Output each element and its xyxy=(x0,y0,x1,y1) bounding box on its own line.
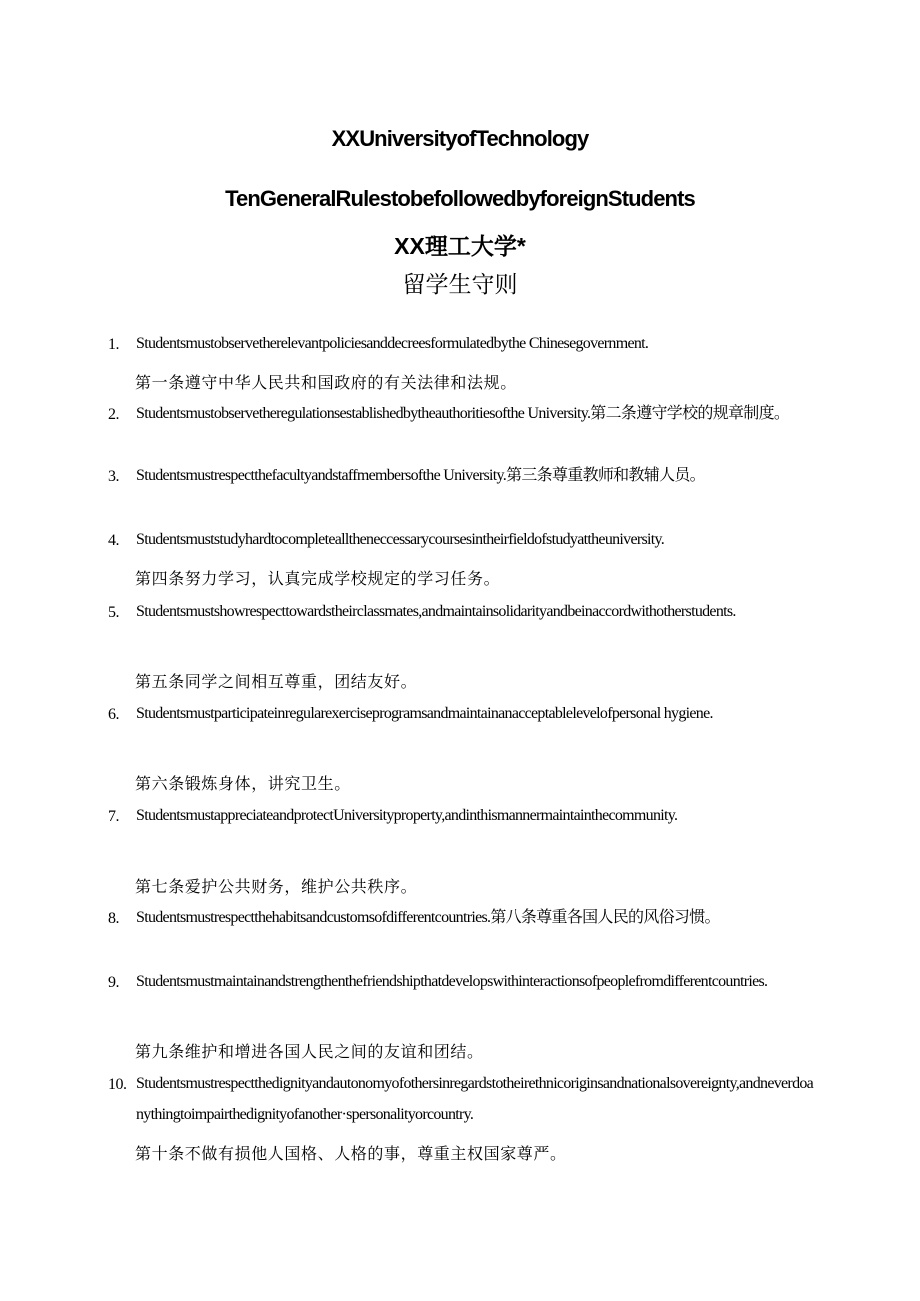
rule-text-english: Studentsmustrespectthehabitsandcustomsofdifferentcountries.第八条尊重各国人民的风俗习惯。 xyxy=(136,909,720,926)
rule-number: 8. xyxy=(108,910,119,927)
rule-text-english: Studentsmustrespectthedignityandautonomyofothersinregardstotheirethnicoriginsandnationalsovereignty,andneverdoanythingtoimpairthedignityofanother·spersonalityorcountry. xyxy=(136,1075,814,1123)
rule-text-chinese: 第一条遵守中华人民共和国政府的有关法律和法规。 xyxy=(135,373,517,392)
rule-text-english: Studentsmustobservetherelevantpoliciesanddecreesformulatedbythe Chinesegovernment. xyxy=(136,335,649,352)
title-chinese-rules: 留学生守则 xyxy=(402,272,518,298)
rule-number: 7. xyxy=(108,808,119,825)
rule-text-chinese: 第四条努力学习，认真完成学校规定的学习任务。 xyxy=(135,569,501,588)
rule-number: 4. xyxy=(108,532,119,549)
rule-text-chinese: 第五条同学之间相互尊重，团结友好。 xyxy=(135,672,418,691)
title-english-rules: TenGeneralRulestobefollowedbyforeignStudents xyxy=(225,186,695,211)
rule-number: 10. xyxy=(108,1076,127,1093)
title-english-university: XXUniversityofTechnology xyxy=(331,126,589,151)
rule-text-english: Studentsmustrespectthefacultyandstaffmembersofthe University.第三条尊重教师和教辅人员。 xyxy=(136,467,705,484)
rule-number: 1. xyxy=(108,336,119,353)
rule-text-chinese: 第九条维护和增进各国人民之间的友谊和团结。 xyxy=(135,1042,484,1061)
rule-number: 3. xyxy=(108,468,119,485)
rule-number: 5. xyxy=(108,604,119,621)
rule-text-english: Studentsmustobservetheregulationsestablishedbytheauthoritiesofthe University.第二条遵守学校的规章制度。 xyxy=(136,405,790,422)
rule-text-chinese: 第七条爱护公共财务，维护公共秩序。 xyxy=(135,877,418,896)
rule-text-english: Studentsmuststudyhardtocompletealltheneccessarycoursesintheirfieldofstudyattheuniversity. xyxy=(136,531,665,548)
rule-text-chinese: 第十条不做有损他人国格、人格的事，尊重主权国家尊严。 xyxy=(135,1144,567,1163)
rule-number: 6. xyxy=(108,706,119,723)
rule-text-chinese: 第六条锻炼身体，讲究卫生。 xyxy=(135,774,351,793)
rule-text-english: Studentsmustparticipateinregularexerciseprogramsandmaintainanacceptablelevelofpersonal hygiene. xyxy=(136,705,713,722)
rule-number: 9. xyxy=(108,974,119,991)
title-chinese-university: XX理工大学* xyxy=(394,233,526,259)
rule-text-english: StudentsmustappreciateandprotectUniversityproperty,andinthismannermaintainthecommunity. xyxy=(136,807,678,824)
rule-text-english: Studentsmustmaintainandstrengthenthefriendshipthatdevelopswithinteractionsofpeoplefromdifferentcountries. xyxy=(136,973,768,990)
rule-text-english: Studentsmustshowrespecttowardstheirclassmates,andmaintainsolidarityandbeinaccordwithotherstudents. xyxy=(136,603,736,620)
rule-number: 2. xyxy=(108,406,119,423)
